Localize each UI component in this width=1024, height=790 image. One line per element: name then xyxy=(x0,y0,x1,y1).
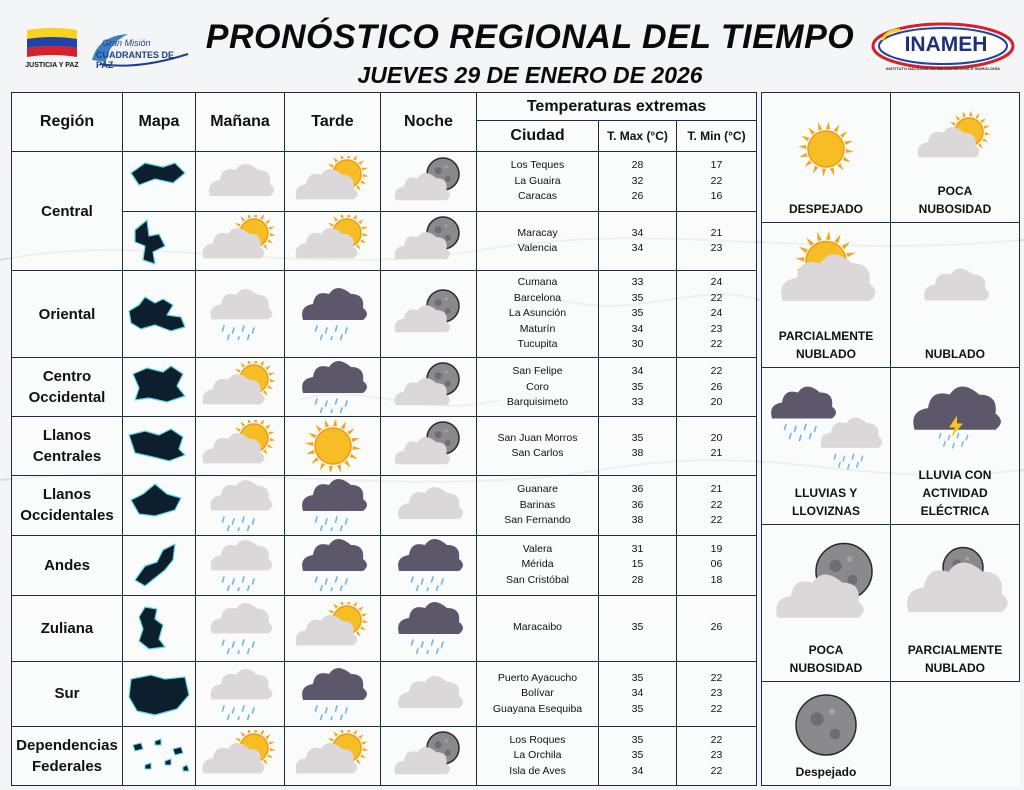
moon-cloud-icon xyxy=(762,530,890,641)
city-value: Maturín xyxy=(519,322,556,335)
region-name xyxy=(12,358,123,417)
tmin-value: 06 xyxy=(710,558,723,571)
region-name-line: Llanos xyxy=(42,486,92,504)
cell-tmax xyxy=(599,152,677,212)
legend-label-line: PARCIALMENTE xyxy=(778,329,874,343)
region-name-line: Central xyxy=(41,202,93,220)
city-value: Los Roques xyxy=(509,733,566,746)
col-header-temps: Temperaturas extremas xyxy=(477,93,757,121)
partly-sun-icon xyxy=(285,212,381,271)
legend-label-line: LLUVIA CON xyxy=(918,468,992,482)
partly-sun-wide-icon xyxy=(762,228,890,327)
cell-tmax xyxy=(599,661,677,726)
tmin-value: 19 xyxy=(710,542,723,555)
city-value: Caracas xyxy=(517,190,558,203)
col-header-city: Ciudad xyxy=(477,121,599,152)
city-value: Barinas xyxy=(519,498,556,511)
legend-label xyxy=(762,763,890,785)
cell-city xyxy=(477,358,599,417)
tmax-value: 35 xyxy=(631,380,644,393)
tmax-value: 35 xyxy=(631,733,644,746)
cell-tmax xyxy=(599,358,677,417)
legend-item xyxy=(891,93,1020,223)
tmin-value: 22 xyxy=(710,498,723,511)
legend-label-line: Despejado xyxy=(795,765,857,779)
tmin-value: 22 xyxy=(710,291,723,304)
drizzle-icon xyxy=(196,476,285,535)
cell-tmax xyxy=(599,476,677,535)
cell-tmin xyxy=(677,726,757,785)
tmin-value: 23 xyxy=(710,687,723,700)
tmin-value: 22 xyxy=(710,338,723,351)
city-value: Puerto Ayacucho xyxy=(497,671,578,684)
region-map xyxy=(123,358,196,417)
legend-label xyxy=(891,466,1019,524)
legend-label-line: DESPEJADO xyxy=(788,202,864,216)
tmax-value: 38 xyxy=(631,514,644,527)
tmax-value: 34 xyxy=(631,365,644,378)
inameh-logo-caption: INSTITUTO NACIONAL DE METEOROLOGÍA E HIDROLOGÍA xyxy=(885,66,1001,71)
cell-city xyxy=(477,661,599,726)
cloud-icon xyxy=(381,661,477,726)
legend-label-line: NUBLADO xyxy=(925,661,985,675)
logo-mid-line2: CUADRANTES DE PAZ xyxy=(96,50,175,70)
tmax-value: 34 xyxy=(631,764,644,777)
partly-moon-icon xyxy=(381,358,477,417)
moon-icon xyxy=(762,687,890,763)
cell-tmin xyxy=(677,212,757,271)
tmin-value: 17 xyxy=(710,159,723,172)
region-name-line: Zuliana xyxy=(40,619,94,637)
tmin-value: 21 xyxy=(710,447,723,460)
col-header-morning: Mañana xyxy=(196,93,285,152)
tmin-value: 22 xyxy=(710,702,723,715)
city-value: San Cristóbal xyxy=(505,573,570,586)
region-row xyxy=(12,726,757,785)
cell-tmin xyxy=(677,595,757,661)
tmin-value: 22 xyxy=(710,733,723,746)
tmax-value: 36 xyxy=(631,483,644,496)
cell-city xyxy=(477,212,599,271)
legend-table xyxy=(761,92,1020,786)
city-value: Cumana xyxy=(517,276,558,289)
tmax-value: 32 xyxy=(631,174,644,187)
cell-city xyxy=(477,271,599,358)
region-name xyxy=(12,661,123,726)
storm-cloud-rain-icon xyxy=(381,595,477,661)
partly-moon-icon xyxy=(381,726,477,785)
tmin-value: 16 xyxy=(710,190,723,203)
tmin-value: 18 xyxy=(710,573,723,586)
tmin-value: 20 xyxy=(710,396,723,409)
partly-moon-icon xyxy=(381,152,477,212)
partly-sun-icon xyxy=(285,726,381,785)
tmin-value: 21 xyxy=(710,483,723,496)
partly-sun-icon xyxy=(196,726,285,785)
cell-tmax xyxy=(599,726,677,785)
region-map xyxy=(123,661,196,726)
city-value: Tucupita xyxy=(517,338,558,351)
page-title: PRONÓSTICO REGIONAL DEL TIEMPO xyxy=(205,18,855,56)
partly-sun-icon xyxy=(285,152,381,212)
tmin-value: 22 xyxy=(710,671,723,684)
city-value: Coro xyxy=(526,380,549,393)
cell-tmin xyxy=(677,476,757,535)
cloud-icon xyxy=(891,228,1019,345)
legend-label-line: NUBOSIDAD xyxy=(789,661,863,675)
city-value: Isla de Aves xyxy=(509,764,566,777)
tmin-value: 26 xyxy=(710,380,723,393)
city-value: Valencia xyxy=(517,242,558,255)
storm-icon xyxy=(891,373,1019,466)
tmax-value: 35 xyxy=(631,291,644,304)
cell-tmin xyxy=(677,271,757,358)
region-name-line: Federales xyxy=(31,757,103,775)
legend-label-line: LLUVIAS Y xyxy=(794,486,858,500)
region-name-line: Dependencias xyxy=(16,736,118,754)
tmin-value: 24 xyxy=(710,307,723,320)
storm-cloud-rain-icon xyxy=(285,271,381,358)
tmax-value: 30 xyxy=(631,338,644,351)
tmin-value: 26 xyxy=(710,621,723,634)
cell-city xyxy=(477,535,599,595)
city-value: Barcelona xyxy=(513,291,562,304)
city-value: Guayana Esequiba xyxy=(492,702,583,715)
legend-item xyxy=(891,223,1020,368)
partly-moon-icon xyxy=(381,417,477,476)
tmin-value: 23 xyxy=(710,322,723,335)
city-value: La Orchila xyxy=(513,749,562,762)
city-value: Maracay xyxy=(517,226,558,239)
city-value: Mérida xyxy=(521,558,554,571)
cell-tmax xyxy=(599,595,677,661)
cell-tmin xyxy=(677,661,757,726)
partly-sun-icon xyxy=(891,98,1019,182)
legend-label-line: NUBOSIDAD xyxy=(918,202,992,216)
region-name xyxy=(12,535,123,595)
cell-city xyxy=(477,726,599,785)
tmin-value: 21 xyxy=(710,226,723,239)
col-header-region: Región xyxy=(12,93,123,152)
region-row xyxy=(12,152,757,212)
drizzle-icon xyxy=(196,535,285,595)
legend-label-line: NUBLADO xyxy=(925,347,985,361)
tmax-value: 34 xyxy=(631,242,644,255)
region-row xyxy=(12,417,757,476)
cell-city xyxy=(477,152,599,212)
legend-label-line: POCA xyxy=(937,184,973,198)
region-map xyxy=(123,152,196,212)
legend-item xyxy=(762,368,891,525)
cell-tmax xyxy=(599,535,677,595)
legend-label-line: POCA xyxy=(808,643,844,657)
tmax-value: 38 xyxy=(631,447,644,460)
tmax-value: 26 xyxy=(631,190,644,203)
storm-cloud-rain-icon xyxy=(285,476,381,535)
tmax-value: 28 xyxy=(631,159,644,172)
city-value: San Carlos xyxy=(511,447,564,460)
sun-icon xyxy=(762,98,890,200)
city-value: La Asunción xyxy=(508,307,567,320)
cell-tmax xyxy=(599,417,677,476)
region-map xyxy=(123,726,196,785)
cell-city xyxy=(477,595,599,661)
col-header-tmax: T. Max (°C) xyxy=(599,121,677,152)
region-name xyxy=(12,152,123,271)
cloud-icon xyxy=(381,476,477,535)
legend-label-line: LLOVIZNAS xyxy=(792,504,860,518)
drizzle-icon xyxy=(196,661,285,726)
legend-label xyxy=(762,200,890,222)
legend-label-line: NUBLADO xyxy=(796,347,856,361)
partly-moon-icon xyxy=(381,271,477,358)
city-value: Los Teques xyxy=(510,159,565,172)
forecast-table xyxy=(11,92,757,786)
city-value: La Guaira xyxy=(514,174,561,187)
region-name-line: Andes xyxy=(44,556,90,574)
region-map xyxy=(123,212,196,271)
logo-mid-line1: Gran Misión xyxy=(102,38,151,48)
legend-item xyxy=(891,525,1020,682)
region-name-line: Centro xyxy=(42,368,92,386)
legend-item xyxy=(762,223,891,368)
city-value: Bolívar xyxy=(521,687,554,700)
region-map xyxy=(123,476,196,535)
city-value: San Felipe xyxy=(512,365,563,378)
tmin-value: 22 xyxy=(710,365,723,378)
region-row xyxy=(12,661,757,726)
partly-sun-icon xyxy=(196,212,285,271)
cell-tmin xyxy=(677,417,757,476)
city-value: Valera xyxy=(522,542,553,555)
region-name-line: Llanos xyxy=(42,427,92,445)
region-name-line: Occidentales xyxy=(20,507,114,525)
region-row xyxy=(12,595,757,661)
tmin-value: 22 xyxy=(710,764,723,777)
region-map xyxy=(123,535,196,595)
legend-item xyxy=(762,525,891,682)
inameh-logo-text: INAMEH xyxy=(904,33,988,56)
col-header-night: Noche xyxy=(381,93,477,152)
tmin-value: 23 xyxy=(710,749,723,762)
tmax-value: 35 xyxy=(631,749,644,762)
partly-sun-icon xyxy=(196,358,285,417)
storm-cloud-rain-icon xyxy=(285,358,381,417)
legend-item xyxy=(762,93,891,223)
legend-label xyxy=(762,484,890,524)
tmax-value: 34 xyxy=(631,226,644,239)
region-row xyxy=(12,271,757,358)
logo-caption: JUSTICIA Y PAZ xyxy=(25,62,79,69)
region-map xyxy=(123,271,196,358)
storm-cloud-rain-icon xyxy=(285,535,381,595)
tmax-value: 35 xyxy=(631,431,644,444)
region-name-line: Centrales xyxy=(32,448,102,466)
cell-city xyxy=(477,476,599,535)
sun-icon xyxy=(285,417,381,476)
region-row xyxy=(12,476,757,535)
drizzle-icon xyxy=(196,271,285,358)
legend-item xyxy=(762,682,891,786)
col-header-afternoon: Tarde xyxy=(285,93,381,152)
tmax-value: 28 xyxy=(631,573,644,586)
region-row xyxy=(12,535,757,595)
cloud-icon xyxy=(196,152,285,212)
forecast-date: JUEVES 29 DE ENERO DE 2026 xyxy=(357,62,703,88)
legend-label xyxy=(762,641,890,681)
tmax-value: 15 xyxy=(631,558,644,571)
tmax-value: 33 xyxy=(631,276,644,289)
tmax-value: 35 xyxy=(631,702,644,715)
cell-tmin xyxy=(677,152,757,212)
tmin-value: 24 xyxy=(710,276,723,289)
city-value: San Fernando xyxy=(504,514,571,527)
tmax-value: 34 xyxy=(631,687,644,700)
region-row xyxy=(12,212,757,271)
city-value: Maracaibo xyxy=(512,621,563,634)
cell-tmax xyxy=(599,212,677,271)
col-header-tmin: T. Min (°C) xyxy=(677,121,757,152)
tmax-value: 34 xyxy=(631,322,644,335)
legend-empty xyxy=(891,682,1020,786)
region-map xyxy=(123,417,196,476)
col-header-map: Mapa xyxy=(123,93,196,152)
region-name xyxy=(12,476,123,535)
tmax-value: 31 xyxy=(631,542,644,555)
tmin-value: 23 xyxy=(710,242,723,255)
legend-label-line: ACTIVIDAD xyxy=(922,486,988,500)
region-name-line: Oriental xyxy=(38,305,96,323)
region-map xyxy=(123,595,196,661)
city-value: Guanare xyxy=(517,483,558,496)
cell-city xyxy=(477,417,599,476)
region-name xyxy=(12,417,123,476)
rain-drizzle-icon xyxy=(762,373,890,484)
moon-partly-icon xyxy=(891,530,1019,641)
legend-label xyxy=(891,182,1019,222)
legend-label xyxy=(891,641,1019,681)
cell-tmax xyxy=(599,271,677,358)
region-name xyxy=(12,271,123,358)
tmax-value: 35 xyxy=(631,621,644,634)
storm-cloud-rain-icon xyxy=(285,661,381,726)
tmin-value: 22 xyxy=(710,174,723,187)
tmax-value: 33 xyxy=(631,396,644,409)
region-name xyxy=(12,595,123,661)
cell-tmin xyxy=(677,535,757,595)
legend-label-line: ELÉCTRICA xyxy=(920,504,990,518)
storm-cloud-rain-icon xyxy=(381,535,477,595)
tmin-value: 22 xyxy=(710,514,723,527)
partly-moon-icon xyxy=(381,212,477,271)
city-value: Barquisimeto xyxy=(506,396,569,409)
drizzle-icon xyxy=(196,595,285,661)
partly-sun-icon xyxy=(285,595,381,661)
region-name xyxy=(12,726,123,785)
cell-tmin xyxy=(677,358,757,417)
tmax-value: 36 xyxy=(631,498,644,511)
legend-label xyxy=(891,345,1019,367)
city-value: San Juan Morros xyxy=(497,431,578,444)
legend-item xyxy=(891,368,1020,525)
tmax-value: 35 xyxy=(631,671,644,684)
legend-label-line: PARCIALMENTE xyxy=(907,643,1003,657)
tmax-value: 35 xyxy=(631,307,644,320)
tmin-value: 20 xyxy=(710,431,723,444)
region-name-line: Occidental xyxy=(28,389,106,407)
legend-label xyxy=(762,327,890,367)
region-name-line: Sur xyxy=(54,685,80,703)
partly-sun-icon xyxy=(196,417,285,476)
region-row xyxy=(12,358,757,417)
